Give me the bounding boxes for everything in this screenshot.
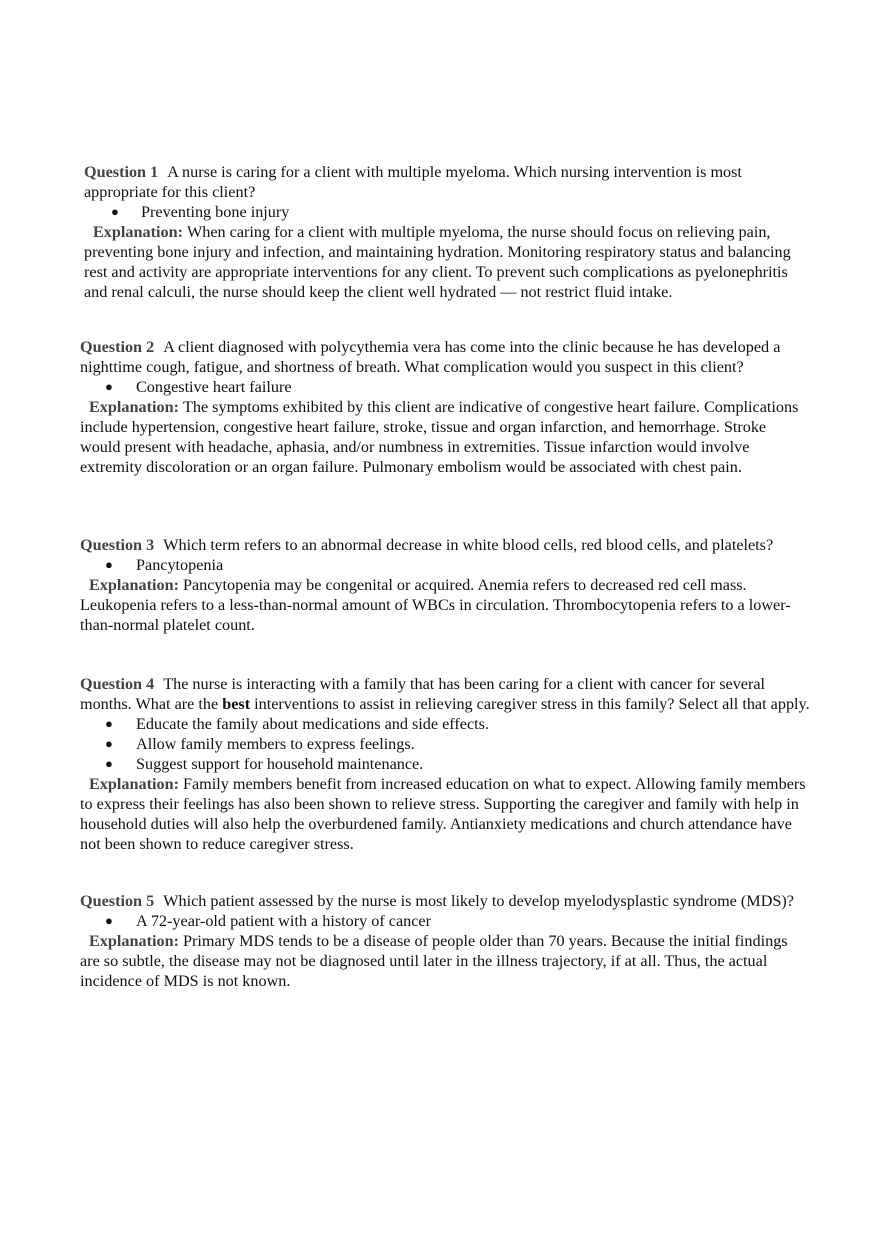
question-emphasis: best <box>222 695 251 713</box>
explanation-label: Explanation: <box>89 398 179 416</box>
bullet-icon: ● <box>105 913 113 928</box>
answer-text: Allow family members to express feelings. <box>136 735 415 753</box>
question-stem <box>80 891 810 911</box>
answer-text: Suggest support for household maintenance. <box>136 755 424 773</box>
explanation <box>80 397 810 477</box>
answer-item <box>80 754 810 774</box>
question-text-continued: interventions to assist in relieving caregiver stress in this family? Select all that apply. <box>254 695 810 713</box>
explanation-label: Explanation: <box>89 932 179 950</box>
explanation-label: Explanation: <box>89 576 179 594</box>
question-block-1 <box>84 162 814 302</box>
explanation <box>80 575 810 635</box>
bullet-icon: ● <box>105 379 113 394</box>
answer-list <box>80 714 810 774</box>
answer-item <box>80 911 810 931</box>
bullet-icon: ● <box>105 716 113 731</box>
answer-list <box>80 555 810 575</box>
question-text: A client diagnosed with polycythemia vera has come into the clinic because he has developed a nighttime cough, fatigue, and shortness of breath. What complication would you suspect in this client? <box>80 338 781 376</box>
question-block-5 <box>80 891 810 991</box>
answer-list <box>80 377 810 397</box>
explanation <box>80 931 810 991</box>
bullet-icon: ● <box>105 756 113 771</box>
question-stem <box>84 162 814 202</box>
answer-item <box>80 377 810 397</box>
answer-list <box>80 911 810 931</box>
explanation-text: Pancytopenia may be congenital or acquired. Anemia refers to decreased red cell mass. Leukopenia refers to a less-than-normal amount of WBCs in circulation. Thrombocytopenia refers to a lower-than-normal platelet count. <box>80 576 791 634</box>
explanation <box>84 222 814 302</box>
question-block-2 <box>80 337 810 477</box>
question-block-4 <box>80 674 810 854</box>
question-label: Question 5 <box>80 892 155 910</box>
answer-text: Congestive heart failure <box>136 378 292 396</box>
question-text: Which term refers to an abnormal decrease in white blood cells, red blood cells, and platelets? <box>163 536 774 554</box>
answer-text: A 72-year-old patient with a history of cancer <box>136 912 431 930</box>
explanation-text: When caring for a client with multiple myeloma, the nurse should focus on relieving pain, preventing bone injury and infection, and maintaining hydration. Monitoring respiratory status and balancing rest and activity are appropriate interventions for any client. To prevent such complications as pyelonephritis and renal calculi, the nurse should keep the client well hydrated — not restrict fluid intake. <box>84 223 791 301</box>
question-text: A nurse is caring for a client with multiple myeloma. Which nursing intervention is most appropriate for this client? <box>84 163 742 201</box>
question-text: The nurse is interacting with a family that has been caring for a client with cancer for several months. What are the <box>80 675 766 713</box>
explanation <box>80 774 810 854</box>
answer-item <box>80 734 810 754</box>
question-label: Question 3 <box>80 536 155 554</box>
explanation-text: The symptoms exhibited by this client are indicative of congestive heart failure. Complications include hypertension, congestive heart failure, stroke, tissue and organ infarction, and hemorrhage. Stroke would present with headache, aphasia, and/or numbness in extremities. Tissue infarction would involve extremity discoloration or an organ failure. Pulmonary embolism would be associated with chest pain. <box>80 398 799 476</box>
explanation-text: Family members benefit from increased education on what to expect. Allowing family members to express their feelings has also been shown to relieve stress. Supporting the caregiver and family with help in household duties will also help the overburdened family. Antianxiety medications and church attendance have not been shown to reduce caregiver stress. <box>80 775 806 853</box>
question-stem <box>80 674 810 714</box>
answer-item <box>80 714 810 734</box>
bullet-icon: ● <box>105 557 113 572</box>
answer-item <box>84 202 814 222</box>
answer-list <box>84 202 814 222</box>
question-label: Question 2 <box>80 338 155 356</box>
question-label: Question 4 <box>80 675 155 693</box>
explanation-label: Explanation: <box>89 775 179 793</box>
bullet-icon: ● <box>105 736 113 751</box>
explanation-text: Primary MDS tends to be a disease of people older than 70 years. Because the initial findings are so subtle, the disease may not be diagnosed until later in the illness trajectory, if at all. Thus, the actual incidence of MDS is not known. <box>80 932 788 990</box>
question-text: Which patient assessed by the nurse is most likely to develop myelodysplastic syndrome (MDS)? <box>163 892 794 910</box>
bullet-icon: ● <box>111 204 119 219</box>
question-label: Question 1 <box>84 163 159 181</box>
question-stem <box>80 337 810 377</box>
answer-text: Pancytopenia <box>136 556 224 574</box>
answer-item <box>80 555 810 575</box>
answer-text: Preventing bone injury <box>141 203 290 221</box>
explanation-label: Explanation: <box>93 223 183 241</box>
question-block-3 <box>80 535 810 635</box>
answer-text: Educate the family about medications and side effects. <box>136 715 490 733</box>
question-stem <box>80 535 810 555</box>
